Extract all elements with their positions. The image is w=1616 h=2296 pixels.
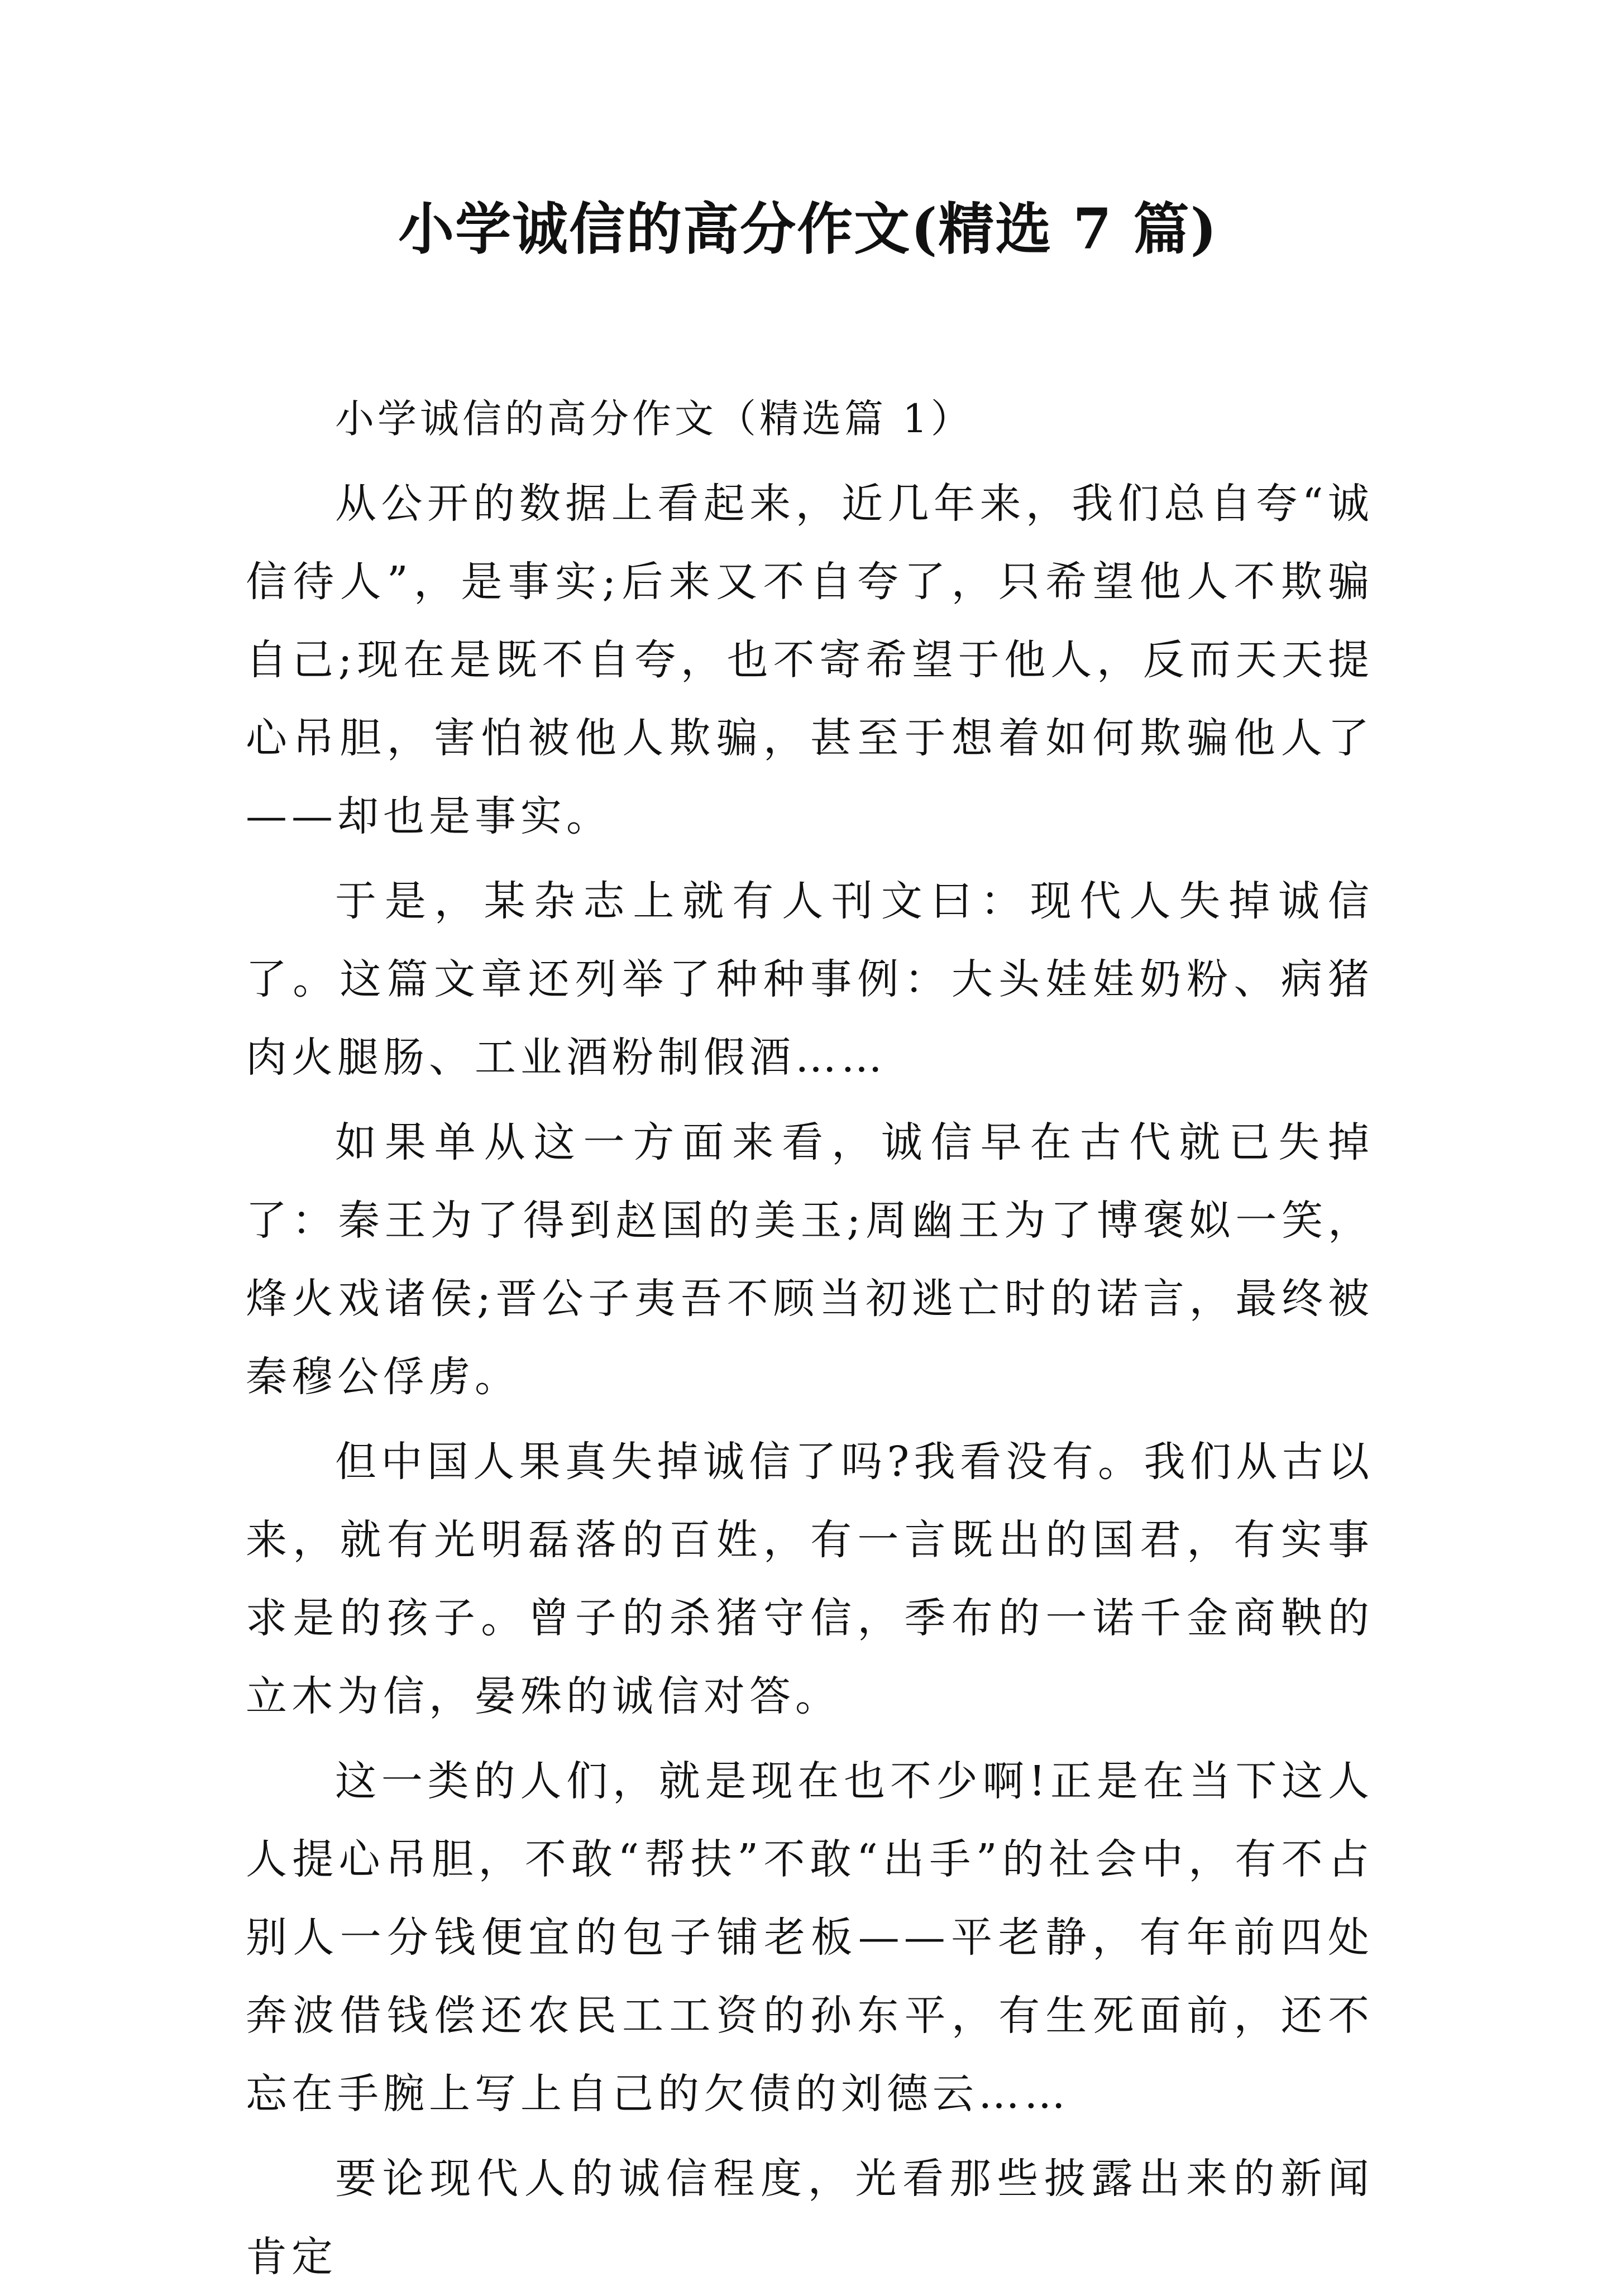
paragraph-2: 于是，某杂志上就有人刊文曰：现代人失掉诚信了。这篇文章还列举了种种事例：大头娃娃奶粉、病猪肉火腿肠、工业酒粉制假酒…… [246,877,1374,1082]
paragraph-6: 要论现代人的诚信程度，光看那些披露出来的新闻肯定 [246,2155,1374,2281]
document-body [246,380,1374,2296]
paragraph-1: 从公开的数据上看起来，近几年来，我们总自夸“诚信待人”，是事实;后来又不自夸了，只希望他人不欺骗自己;现在是既不自夸，也不寄希望于他人，反而天天提心吊胆，害怕被他人欺骗，甚至于想着如何欺骗他人了——却也是事实。 [246,480,1374,840]
paragraph-5: 这一类的人们，就是现在也不少啊!正是在当下这人人提心吊胆，不敢“帮扶”不敢“出手”的社会中，有不占别人一分钱便宜的包子铺老板——平老静，有年前四处奔波借钱偿还农民工工资的孙东平，有生死面前，还不忘在手腕上写上自己的欠债的刘德云…… [246,1757,1374,2118]
document-title: 小学诚信的高分作文(精选 7 篇) [398,196,1218,262]
paragraph-3: 如果单从这一方面来看，诚信早在古代就已失掉了：秦王为了得到赵国的美玉;周幽王为了博褒姒一笑，烽火戏诸侯;晋公子夷吾不顾当初逃亡时的诺言，最终被秦穆公俘虏。 [246,1118,1374,1401]
paragraph-4: 但中国人果真失掉诚信了吗?我看没有。我们从古以来，就有光明磊落的百姓，有一言既出的国君，有实事求是的孩子。曾子的杀猪守信，季布的一诺千金商鞅的立木为信，晏殊的诚信对答。 [246,1438,1374,1720]
section-heading: 小学诚信的高分作文（精选篇 1） [335,396,973,442]
